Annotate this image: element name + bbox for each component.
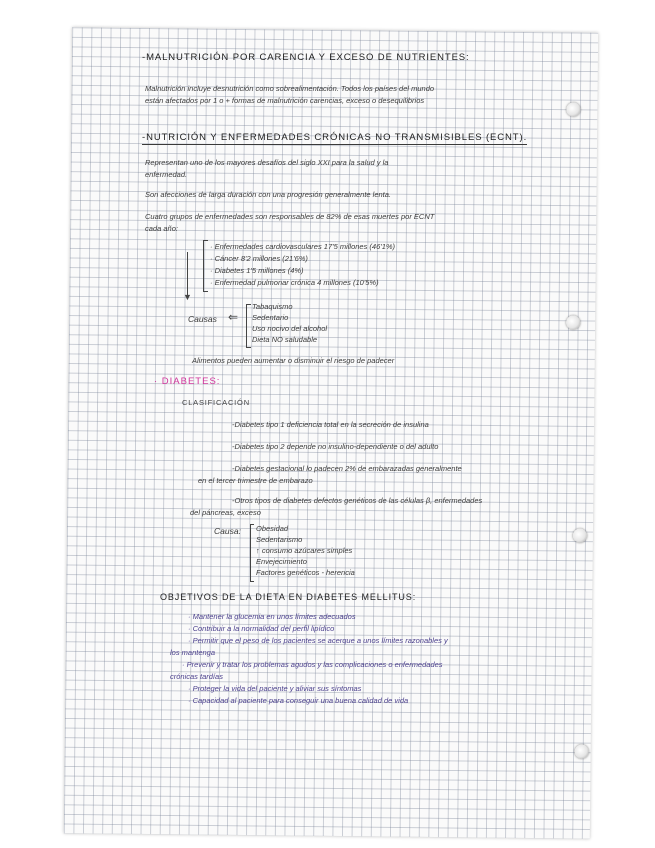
- diabetes-cause: Sedentarismo: [256, 535, 303, 544]
- objective-item: · Contribuir a la normalidad del perfil lipídico: [188, 624, 335, 633]
- causes-bracket: [246, 304, 251, 348]
- text-line: Malnutrición incluye desnutrición como sobrealimentación. Todos los países del mundo: [145, 84, 435, 93]
- diabetes-cause: Envejecimiento: [256, 557, 307, 566]
- diabetes-type: -Diabetes tipo 2 depende no insulino-dependiente o del adulto: [232, 442, 439, 451]
- diabetes-causes-bracket: [250, 524, 254, 582]
- text-line: Cuatro grupos de enfermedades son responsables de 82% de esas muertes por ECNT: [145, 212, 435, 221]
- text-line: cada año:: [145, 224, 178, 233]
- text-line: Son afecciones de larga duración con una progresión generalmente lenta.: [145, 190, 391, 199]
- heading-malnutricion: -MALNUTRICIÓN POR CARENCIA Y EXCESO DE NUTRIENTES:: [142, 52, 470, 63]
- diabetes-causes-label: Causa:: [214, 526, 241, 536]
- disease-group: · Enfermedad pulmonar crónica 4 millones (10'5%): [210, 278, 379, 287]
- objective-item: · Capacidad al paciente para conseguir una buena calidad de vida: [188, 696, 409, 705]
- diabetes-type-cont: en el tercer trimestre de embarazo: [198, 476, 313, 485]
- diabetes-cause: Factores genéticos - herencia: [256, 568, 355, 577]
- diabetes-type: -Otros tipos de diabetes defectos genéticos de las células β, enfermedades: [232, 496, 483, 505]
- diabetes-cause: Obesidad: [256, 524, 289, 533]
- heading-diabetes: · DIABETES:: [154, 376, 221, 387]
- notebook-page: [64, 27, 598, 838]
- group-bracket: [203, 240, 208, 292]
- objective-item: · Permitir que el peso de los pacientes se acerque a unos límites razonables y: [188, 636, 448, 645]
- disease-group: · Cáncer 8'2 millones (21'6%): [210, 254, 308, 263]
- diabetes-type: -Diabetes gestacional lo padecen 2% de embarazadas generalmente: [232, 464, 462, 473]
- text-line: Representan uno de los mayores desafíos del siglo XXI para la salud y la: [145, 158, 389, 167]
- cause-item: Tabaquismo: [252, 302, 293, 311]
- binder-hole: [566, 102, 580, 116]
- text-line: enfermedad.: [145, 170, 188, 179]
- cause-item: Dieta NO saludable: [252, 335, 318, 344]
- diabetes-cause: ↑ consumo azúcares simples: [256, 546, 353, 555]
- objective-item: · Mantener la glucemia en unos límites adecuados: [188, 612, 356, 621]
- cause-item: Uso nocivo del alcohol: [252, 324, 328, 333]
- diabetes-type-cont: del páncreas, exceso: [190, 508, 261, 517]
- binder-hole: [566, 315, 580, 329]
- disease-group: · Diabetes 1'5 millones (4%): [210, 266, 304, 275]
- binder-hole: [575, 745, 589, 759]
- text-line: están afectados por 1 o + formas de malnutrición carencias, exceso o desequilibrios: [145, 96, 425, 105]
- diabetes-type: -Diabetes tipo 1 deficiencia total en la secreción de insulina: [232, 420, 429, 429]
- heading-ecnt: -NUTRICIÓN Y ENFERMEDADES CRÓNICAS NO TRANSMISIBLES (ECNT).: [142, 132, 528, 143]
- foods-note: Alimentos pueden aumentar o disminuir el riesgo de padecer: [192, 356, 395, 365]
- classification-label: CLASIFICACIÓN: [182, 398, 250, 407]
- objective-item: · Proteger la vida del paciente y aliviar sus síntomas: [188, 684, 362, 693]
- causes-label: Causas: [188, 314, 217, 324]
- left-arrow-icon: ⇐: [228, 310, 239, 324]
- objective-item: · Prevenir y tratar los problemas agudos y las complicaciones o enfermedades: [182, 660, 443, 669]
- down-arrow-icon: [187, 252, 188, 296]
- cause-item: Sedentario: [252, 313, 289, 322]
- disease-group: · Enfermedades cardiovasculares 17'5 millones (46'1%): [210, 242, 396, 251]
- objective-item-cont: crónicas tardías: [170, 672, 223, 681]
- arrow-head-icon: ▼: [183, 292, 192, 302]
- heading-objectives: OBJETIVOS DE LA DIETA EN DIABETES MELLITUS:: [160, 592, 417, 602]
- objective-item-cont: los mantenga: [170, 648, 216, 657]
- binder-hole: [573, 529, 587, 543]
